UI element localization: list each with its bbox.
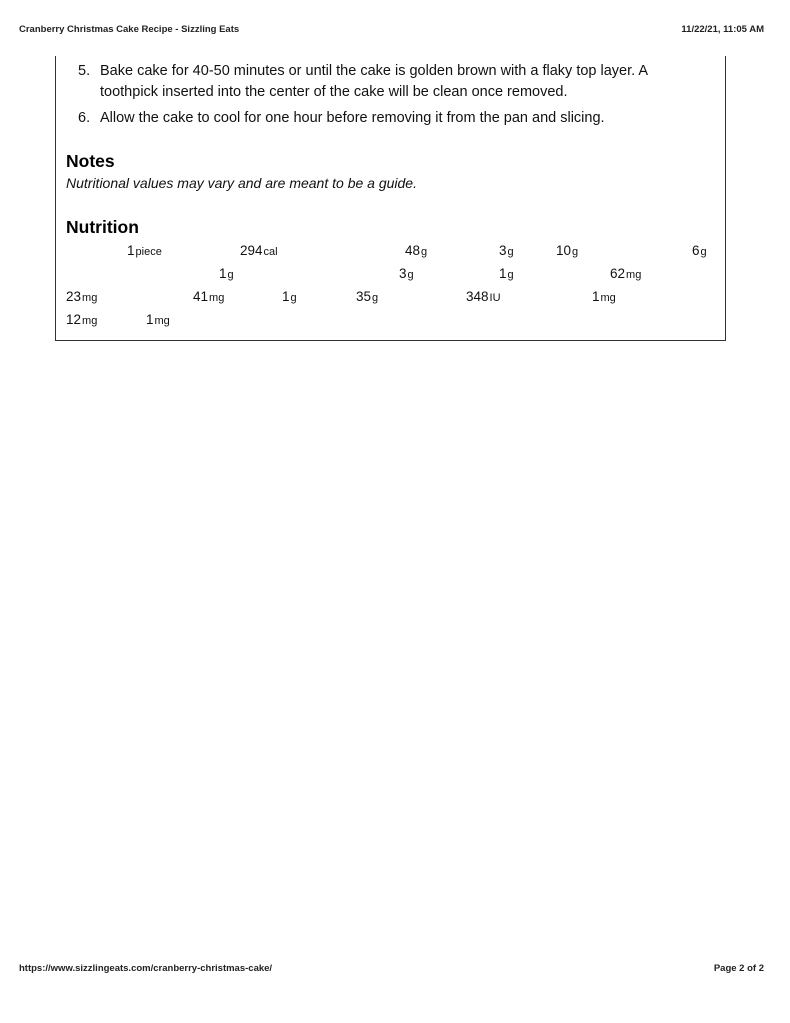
nutrition-value: 12mg [66, 312, 98, 327]
nutrition-value: 1g [219, 266, 234, 281]
nutrition-heading: Nutrition [66, 217, 139, 237]
nutrition-value: 6g [692, 243, 707, 258]
nutrition-value: 1mg [592, 289, 616, 304]
instruction-step [78, 61, 708, 103]
nutrition-value: 62mg [610, 266, 642, 281]
notes-text: Nutritional values may vary and are meant to be a guide. [66, 175, 417, 191]
instruction-step [78, 108, 708, 129]
recipe-card [55, 56, 726, 341]
nutrition-value: 1g [282, 289, 297, 304]
nutrition-value: 41mg [193, 289, 225, 304]
step-number: 5. [78, 63, 91, 79]
nutrition-value: 3g [399, 266, 414, 281]
step-number: 6. [78, 110, 91, 126]
step-text: Bake cake for 40-50 minutes or until the cake is golden brown with a flaky top layer. A toothpick inserted into the center of the cake will be clean once removed. [100, 63, 648, 100]
nutrition-value: 348IU [466, 289, 501, 304]
page-header-timestamp: 11/22/21, 11:05 AM [681, 24, 764, 35]
nutrition-value: 3g [499, 243, 514, 258]
nutrition-value: 1mg [146, 312, 170, 327]
nutrition-value: 35g [356, 289, 379, 304]
page-header-title: Cranberry Christmas Cake Recipe - Sizzling Eats [19, 24, 240, 35]
notes-heading: Notes [66, 151, 115, 171]
nutrition-value: 10g [556, 243, 579, 258]
page-footer-url: https://www.sizzlingeats.com/cranberry-christmas-cake/ [19, 963, 273, 974]
nutrition-value-calories: 294cal [240, 243, 278, 258]
nutrition-value: 48g [405, 243, 428, 258]
nutrition-value: 1g [499, 266, 514, 281]
nutrition-value: 23mg [66, 289, 98, 304]
step-text: Allow the cake to cool for one hour before removing it from the pan and slicing. [100, 110, 605, 126]
page-footer-page-number: Page 2 of 2 [713, 963, 764, 974]
nutrition-value-serving: 1piece [127, 243, 162, 258]
